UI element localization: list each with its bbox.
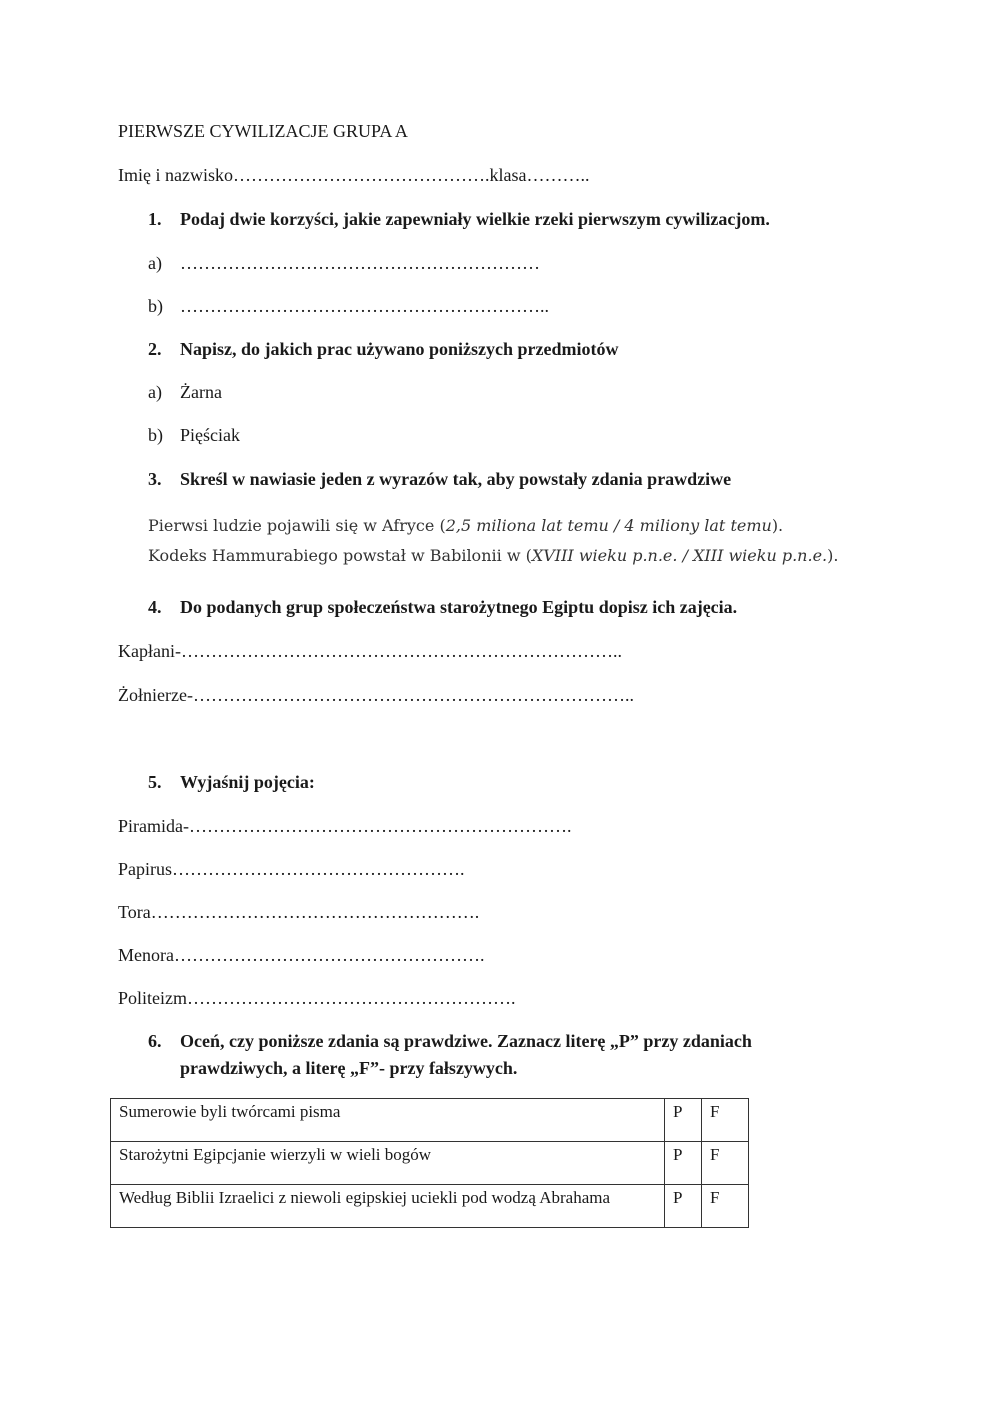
false-option-cell[interactable]: F: [702, 1185, 749, 1228]
q5-line-papirus[interactable]: Papirus………………………………………….: [118, 859, 465, 879]
q1-item-a-answer-line[interactable]: ……………………………………………………: [180, 253, 540, 273]
q3-sentence-1-after: ).: [771, 516, 784, 535]
q3-sentence-1: [148, 516, 783, 535]
q2-number: 2.: [148, 339, 162, 359]
q1-item-b-label: b): [148, 296, 163, 316]
q3-sentence-1-before: Pierwsi ludzie pojawili się w Afryce (: [148, 516, 446, 535]
q2-text: Napisz, do jakich prac używano poniższych przedmiotów: [180, 339, 619, 359]
false-option-cell[interactable]: F: [702, 1099, 749, 1142]
name-class-line[interactable]: Imię i nazwisko…………………………………….klasa………..: [118, 165, 590, 185]
q6-text-line2: prawdziwych, a literę „F”- przy fałszywych.: [180, 1058, 518, 1078]
q2-item-b-text: Pięściak: [180, 425, 240, 445]
false-option-cell[interactable]: F: [702, 1142, 749, 1185]
true-option-cell[interactable]: P: [665, 1142, 702, 1185]
q3-sentence-2: [148, 546, 838, 565]
q2-item-b-label: b): [148, 425, 163, 445]
q5-line-piramida[interactable]: Piramida-……………………………………………………….: [118, 816, 572, 836]
table-row: [111, 1142, 749, 1185]
q5-line-menora[interactable]: Menora…………………………………………….: [118, 945, 485, 965]
q4-number: 4.: [148, 597, 162, 617]
table-row: [111, 1185, 749, 1228]
q5-number: 5.: [148, 772, 162, 792]
statement-cell: Według Biblii Izraelici z niewoli egipskiej uciekli pod wodzą Abrahama: [111, 1185, 665, 1228]
q1-item-b-answer-line[interactable]: ……………………………………………………..: [180, 296, 549, 316]
q1-text: Podaj dwie korzyści, jakie zapewniały wielkie rzeki pierwszym cywilizacjom.: [180, 209, 770, 229]
true-option-cell[interactable]: P: [665, 1099, 702, 1142]
true-false-table: [110, 1098, 749, 1228]
q4-line-kaplani[interactable]: Kapłani-………………………………………………………………..: [118, 641, 622, 661]
q3-sentence-2-before: Kodeks Hammurabiego powstał w Babilonii w (: [148, 546, 532, 565]
q1-number: 1.: [148, 209, 162, 229]
q2-item-a-text: Żarna: [180, 382, 222, 402]
q4-text: Do podanych grup społeczeństwa starożytnego Egiptu dopisz ich zajęcia.: [180, 597, 738, 617]
q3-sentence-2-options[interactable]: XVIII wieku p.n.e. / XIII wieku p.n.e.: [531, 546, 828, 565]
statement-cell: Starożytni Egipcjanie wierzyli w wieli bogów: [111, 1142, 665, 1185]
statement-cell: Sumerowie byli twórcami pisma: [111, 1099, 665, 1142]
q3-sentence-2-after: ).: [827, 546, 839, 565]
q2-item-a-label: a): [148, 382, 162, 402]
q3-sentence-1-options[interactable]: 2,5 miliona lat temu / 4 miliony lat temu: [445, 516, 772, 535]
q5-line-tora[interactable]: Tora……………………………………………….: [118, 902, 480, 922]
q3-number: 3.: [148, 469, 162, 489]
q3-text: Skreśl w nawiasie jeden z wyrazów tak, aby powstały zdania prawdziwe: [180, 469, 732, 489]
q4-line-zolnierze[interactable]: Żołnierze-………………………………………………………………..: [118, 685, 634, 705]
q5-line-politeizm[interactable]: Politeizm……………………………………………….: [118, 988, 516, 1008]
q6-number: 6.: [148, 1031, 162, 1051]
table-row: [111, 1099, 749, 1142]
true-option-cell[interactable]: P: [665, 1185, 702, 1228]
q1-item-a-label: a): [148, 253, 162, 273]
q5-text: Wyjaśnij pojęcia:: [180, 772, 315, 792]
q6-text-line1: Oceń, czy poniższe zdania są prawdziwe. Zaznacz literę „P” przy zdaniach: [180, 1031, 752, 1051]
worksheet-title: PIERWSZE CYWILIZACJE GRUPA A: [118, 121, 408, 141]
